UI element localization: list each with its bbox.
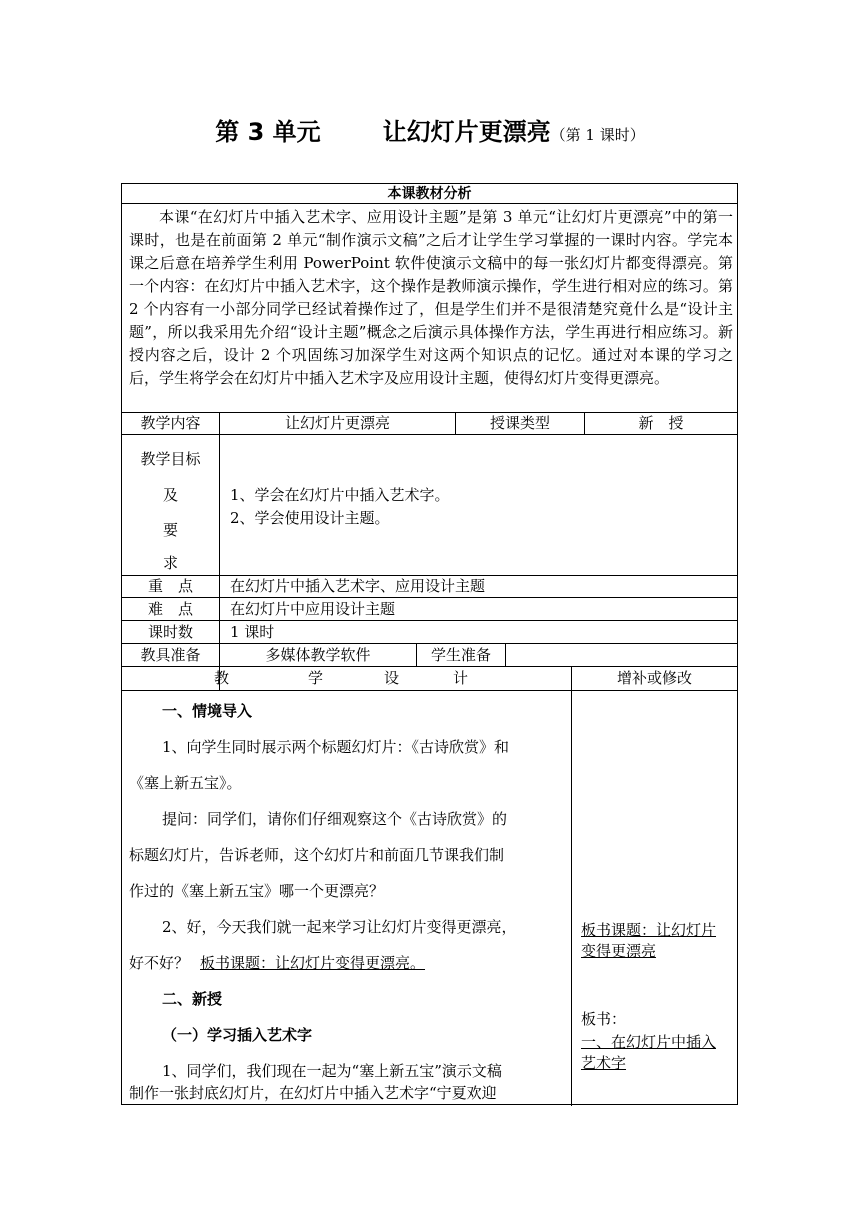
note-line: 艺术字 bbox=[581, 1054, 627, 1072]
content-label: 教学内容 bbox=[140, 414, 201, 432]
document-title bbox=[0, 112, 860, 147]
unit-subject: 让幻灯片更漂亮 bbox=[382, 118, 551, 146]
goal-item: 2、学会使用设计主题。 bbox=[230, 509, 390, 527]
goal-item: 1、学会在幻灯片中插入艺术字。 bbox=[230, 486, 450, 504]
hours-label: 课时数 bbox=[147, 623, 193, 641]
design-line: 2、好，今天我们就一起来学习让幻灯片变得更漂亮， bbox=[162, 918, 517, 936]
goals-label-4: 求 bbox=[162, 554, 178, 572]
design-heading-char: 学 bbox=[308, 669, 324, 687]
analysis-text: 本课“在幻灯片中插入艺术字、应用设计主题”是第 3 单元“让幻灯片更漂亮”中的第一课时，也是在前面第 2 单元“制作演示文稿”之后才让学生学习掌握的一课时内容。学完本课之后意在培养学生利用 PowerPoint 软件使演示文稿中的每一张幻灯片都变得漂亮。第一个内容：在幻灯片中插入艺术字，这个操作是教师演示操作，学生进行相对应的练习。第 2 个内容有一小部分同学已经试着操作过了，但是学生们并不是很清楚究竟什么是“设计主题”，所以我采用先介绍“设计主题”概念之后演示具体操作方法，学生再进行相应练习。新授内容之后，设计 2 个巩固练习加深学生对这两个知识点的记忆。通过对本课的学习之后，学生将学会在幻灯片中插入艺术字及应用设计主题，使得幻灯片变得更漂亮。 bbox=[129, 208, 733, 387]
analysis-heading: 本课教材分析 bbox=[387, 186, 472, 202]
note-line: 板书： bbox=[581, 1010, 627, 1028]
hours-value: 1 课时 bbox=[230, 623, 275, 641]
subsection-heading: （一）学习插入艺术字 bbox=[162, 1026, 313, 1044]
difficulty-label: 难 点 bbox=[147, 600, 193, 618]
type-label: 授课类型 bbox=[489, 414, 550, 432]
design-heading-char: 教 bbox=[214, 669, 230, 687]
board-title-line: 板书课题：让幻灯片变得更漂亮。 bbox=[200, 954, 426, 972]
note-line: 一、在幻灯片中插入 bbox=[581, 1033, 717, 1051]
tools-label: 教具准备 bbox=[140, 646, 201, 664]
key-value: 在幻灯片中插入艺术字、应用设计主题 bbox=[230, 577, 486, 595]
design-line: 1、同学们，我们现在一起为“塞上新五宝”演示文稿 bbox=[162, 1062, 502, 1080]
tools-value: 多媒体教学软件 bbox=[265, 646, 371, 664]
section-heading: 二、新授 bbox=[162, 990, 223, 1008]
section-heading: 一、情境导入 bbox=[162, 702, 253, 720]
goals-label-2: 及 bbox=[162, 486, 178, 504]
design-line: 标题幻灯片，告诉老师，这个幻灯片和前面几节课我们制 bbox=[129, 846, 505, 864]
design-heading-char: 计 bbox=[453, 669, 469, 687]
difficulty-value: 在幻灯片中应用设计主题 bbox=[230, 600, 396, 618]
goals-label-1: 教学目标 bbox=[140, 450, 201, 468]
prep-label: 学生准备 bbox=[430, 646, 491, 664]
design-line: 《塞上新五宝》。 bbox=[129, 774, 242, 792]
key-label: 重 点 bbox=[147, 577, 193, 595]
note-line: 变得更漂亮 bbox=[581, 942, 657, 960]
type-value: 新 授 bbox=[638, 414, 684, 432]
lesson-number: （第 1 课时） bbox=[550, 126, 645, 144]
design-line: 制作一张封底幻灯片，在幻灯片中插入艺术字“宁夏欢迎 bbox=[129, 1084, 497, 1102]
design-line: 提问：同学们，请你们仔细观察这个《古诗欣赏》的 bbox=[162, 810, 508, 828]
note-line: 板书课题：让幻灯片 bbox=[581, 921, 717, 939]
unit-label: 第 3 单元 bbox=[215, 118, 321, 146]
design-heading-char: 设 bbox=[384, 669, 400, 687]
goals-label-3: 要 bbox=[162, 521, 178, 539]
design-line: 1、向学生同时展示两个标题幻灯片：《古诗欣赏》和 bbox=[162, 738, 510, 756]
design-line: 作过的《塞上新五宝》哪一个更漂亮？ bbox=[129, 882, 385, 900]
lesson-plan-table bbox=[121, 183, 738, 1105]
notes-heading: 增补或修改 bbox=[616, 669, 692, 687]
design-line: 好不好？ bbox=[129, 954, 190, 972]
content-value: 让幻灯片更漂亮 bbox=[284, 414, 390, 432]
